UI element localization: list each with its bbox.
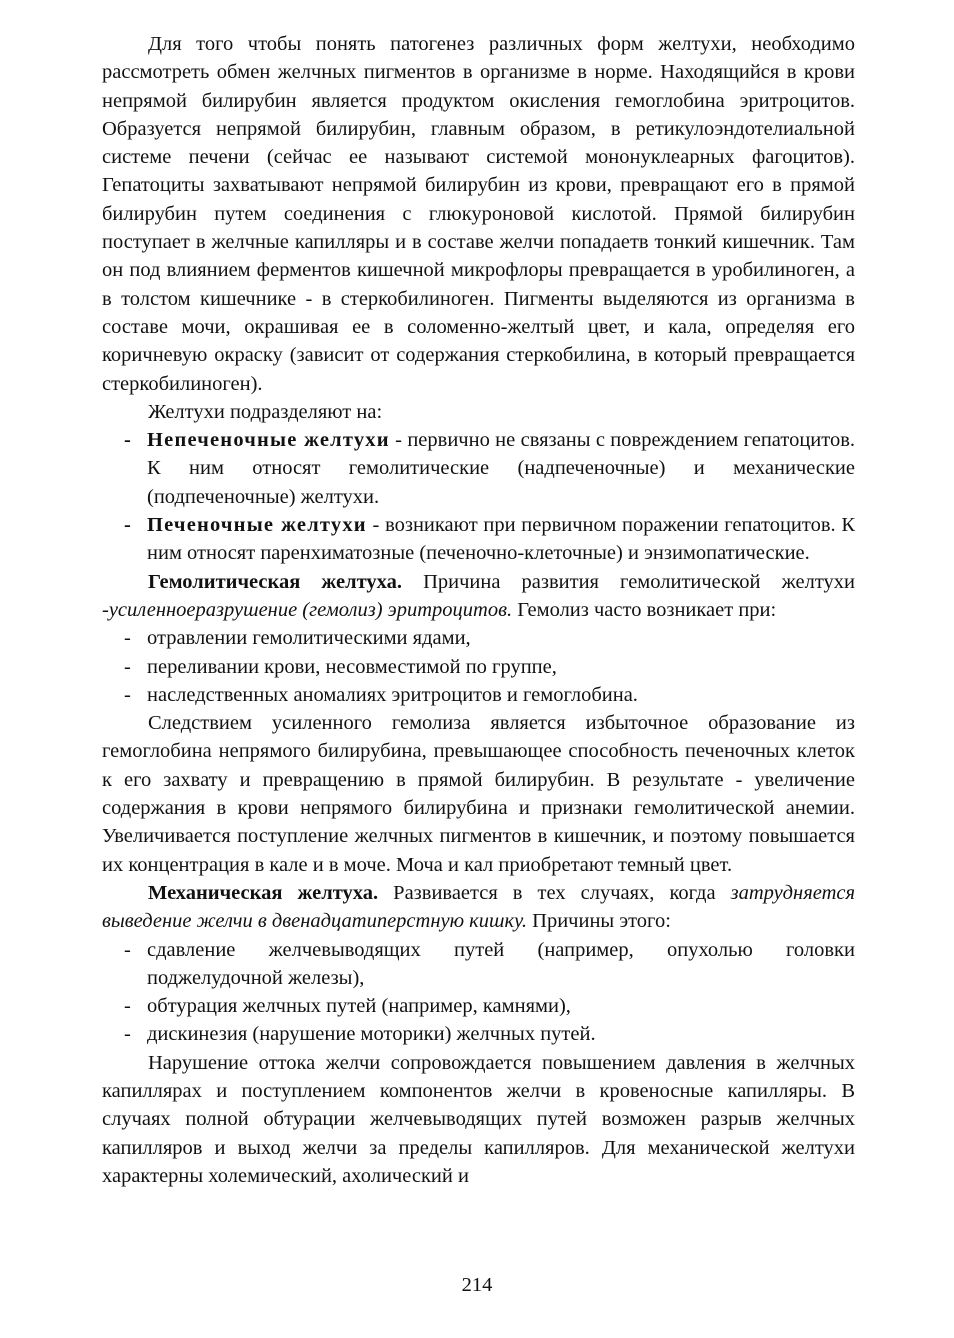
- list-item: [102, 936, 855, 993]
- mechanical-paragraph: [102, 879, 855, 936]
- list-item-text: сдавление желчевыводящих путей (например, опухолью головки поджелудочной железы),: [147, 938, 855, 989]
- hemolytic-heading: Гемолитическая желтуха.: [148, 570, 402, 593]
- mechanical-text-1: Развивается в тех случаях, когда: [378, 881, 731, 904]
- list-dash: -: [124, 627, 131, 650]
- list-item-text: дискинезия (нарушение моторики) желчных путей.: [147, 1023, 596, 1046]
- list-dash: -: [124, 655, 131, 678]
- hemolytic-italic: усиленноеразрушение (гемолиз) эритроцитов.: [108, 598, 513, 621]
- list-item: [102, 1020, 855, 1048]
- list-item: [102, 653, 855, 681]
- list-dash: -: [124, 683, 131, 706]
- term-nonhepatic-jaundice: Непеченочные желтухи: [147, 429, 390, 452]
- list-item: [102, 681, 855, 709]
- mechanical-text-2: Причины этого:: [527, 910, 671, 933]
- page-number: 214: [461, 1274, 493, 1296]
- list-dash: -: [124, 938, 131, 961]
- list-item: [102, 992, 855, 1020]
- hemolytic-causes-list: [102, 624, 855, 709]
- list-item-text: отравлении гемолитическими ядами,: [147, 627, 471, 650]
- list-item-text: наследственных аномалиях эритроцитов и гемоглобина.: [147, 683, 638, 706]
- list-dash: -: [124, 1023, 131, 1046]
- mechanical-italic: затрудняется выведение желчи в двенадцатиперстную кишку.: [102, 881, 855, 933]
- list-dash: -: [124, 514, 131, 537]
- classification-list: [102, 426, 855, 567]
- definition-nonhepatic: - первично не связаны с повреждением гепатоцитов. К ним относят гемолитические (надпеченочные) и механические (подпеченочные) желтухи.: [147, 429, 855, 508]
- mechanical-consequence: Нарушение оттока желчи сопровождается повышением давления в желчных капиллярах и поступлением компонентов желчи в кровеносные капилляры. В случаях полной обтурации желчевыводящих путей возможен разрыв желчных капилляров и выход желчи за пределы капилляров. Для механической желтухи характерны холемический, ахолический и: [102, 1051, 855, 1187]
- list-item-text: переливании крови, несовместимой по группе,: [147, 655, 557, 678]
- hemolytic-paragraph: [102, 568, 855, 625]
- hemolytic-text-2: Гемолиз часто возникает при:: [512, 598, 777, 621]
- intro-paragraph: Для того чтобы понять патогенез различных форм желтухи, необходимо рассмотреть обмен желчных пигментов в организме в норме. Находящийся в крови непрямой билирубин является продуктом окисления гемоглобина эритроцитов. Образуется непрямой билирубин, главным образом, в ретикулоэндотелиальной системе печени (сейчас ее называют системой мононуклеарных фагоцитов). Гепатоциты захватывают непрямой билирубин из крови, превращают его в прямой билирубин путем соединения с глюкуроновой кислотой. Прямой билирубин поступает в желчные капилляры и в составе желчи попадаетв тонкий кишечник. Там он под влиянием ферментов кишечной микрофлоры превращается в уробилиноген, а в толстом кишечнике - в стеркобилиноген. Пигменты выделяются из организма в составе мочи, окрашивая ее в соломенно-желтый цвет, и кала, определяя его коричневую окраску (зависит от содержания стеркобилина, в который превращается стеркобилиноген).: [102, 33, 855, 395]
- list-dash: -: [124, 995, 131, 1018]
- definition-hepatic: - возникают при первичном поражении гепатоцитов. К ним относят паренхиматозные (печеночно-клеточные) и энзимопатические.: [147, 514, 856, 565]
- mechanical-causes-list: [102, 936, 855, 1049]
- list-item-nonhepatic: [102, 426, 855, 511]
- hemolytic-consequence: Следствием усиленного гемолиза является избыточное образование из гемоглобина непрямого билирубина, превышающее способность печеночных клеток к его захвату и превращению в прямой билирубин. В результате - увеличение содержания в крови непрямого билирубина и признаки гемолитической анемии. Увеличивается поступление желчных пигментов в кишечник, и поэтому повышается их концентрация в кале и в моче. Моча и кал приобретают темный цвет.: [102, 712, 855, 876]
- mechanical-heading: Механическая желтуха.: [148, 881, 379, 904]
- list-item: [102, 624, 855, 652]
- term-hepatic-jaundice: Печеночные желтухи: [147, 514, 367, 537]
- list-item-text: обтурация желчных путей (например, камнями),: [147, 995, 571, 1018]
- list-dash: -: [124, 429, 131, 452]
- classification-intro: Желтухи подразделяют на:: [148, 400, 383, 423]
- list-item-hepatic: [102, 511, 855, 568]
- hemolytic-text-1: Причина развития гемолитической желтухи -: [102, 570, 855, 621]
- document-page: [102, 30, 855, 1190]
